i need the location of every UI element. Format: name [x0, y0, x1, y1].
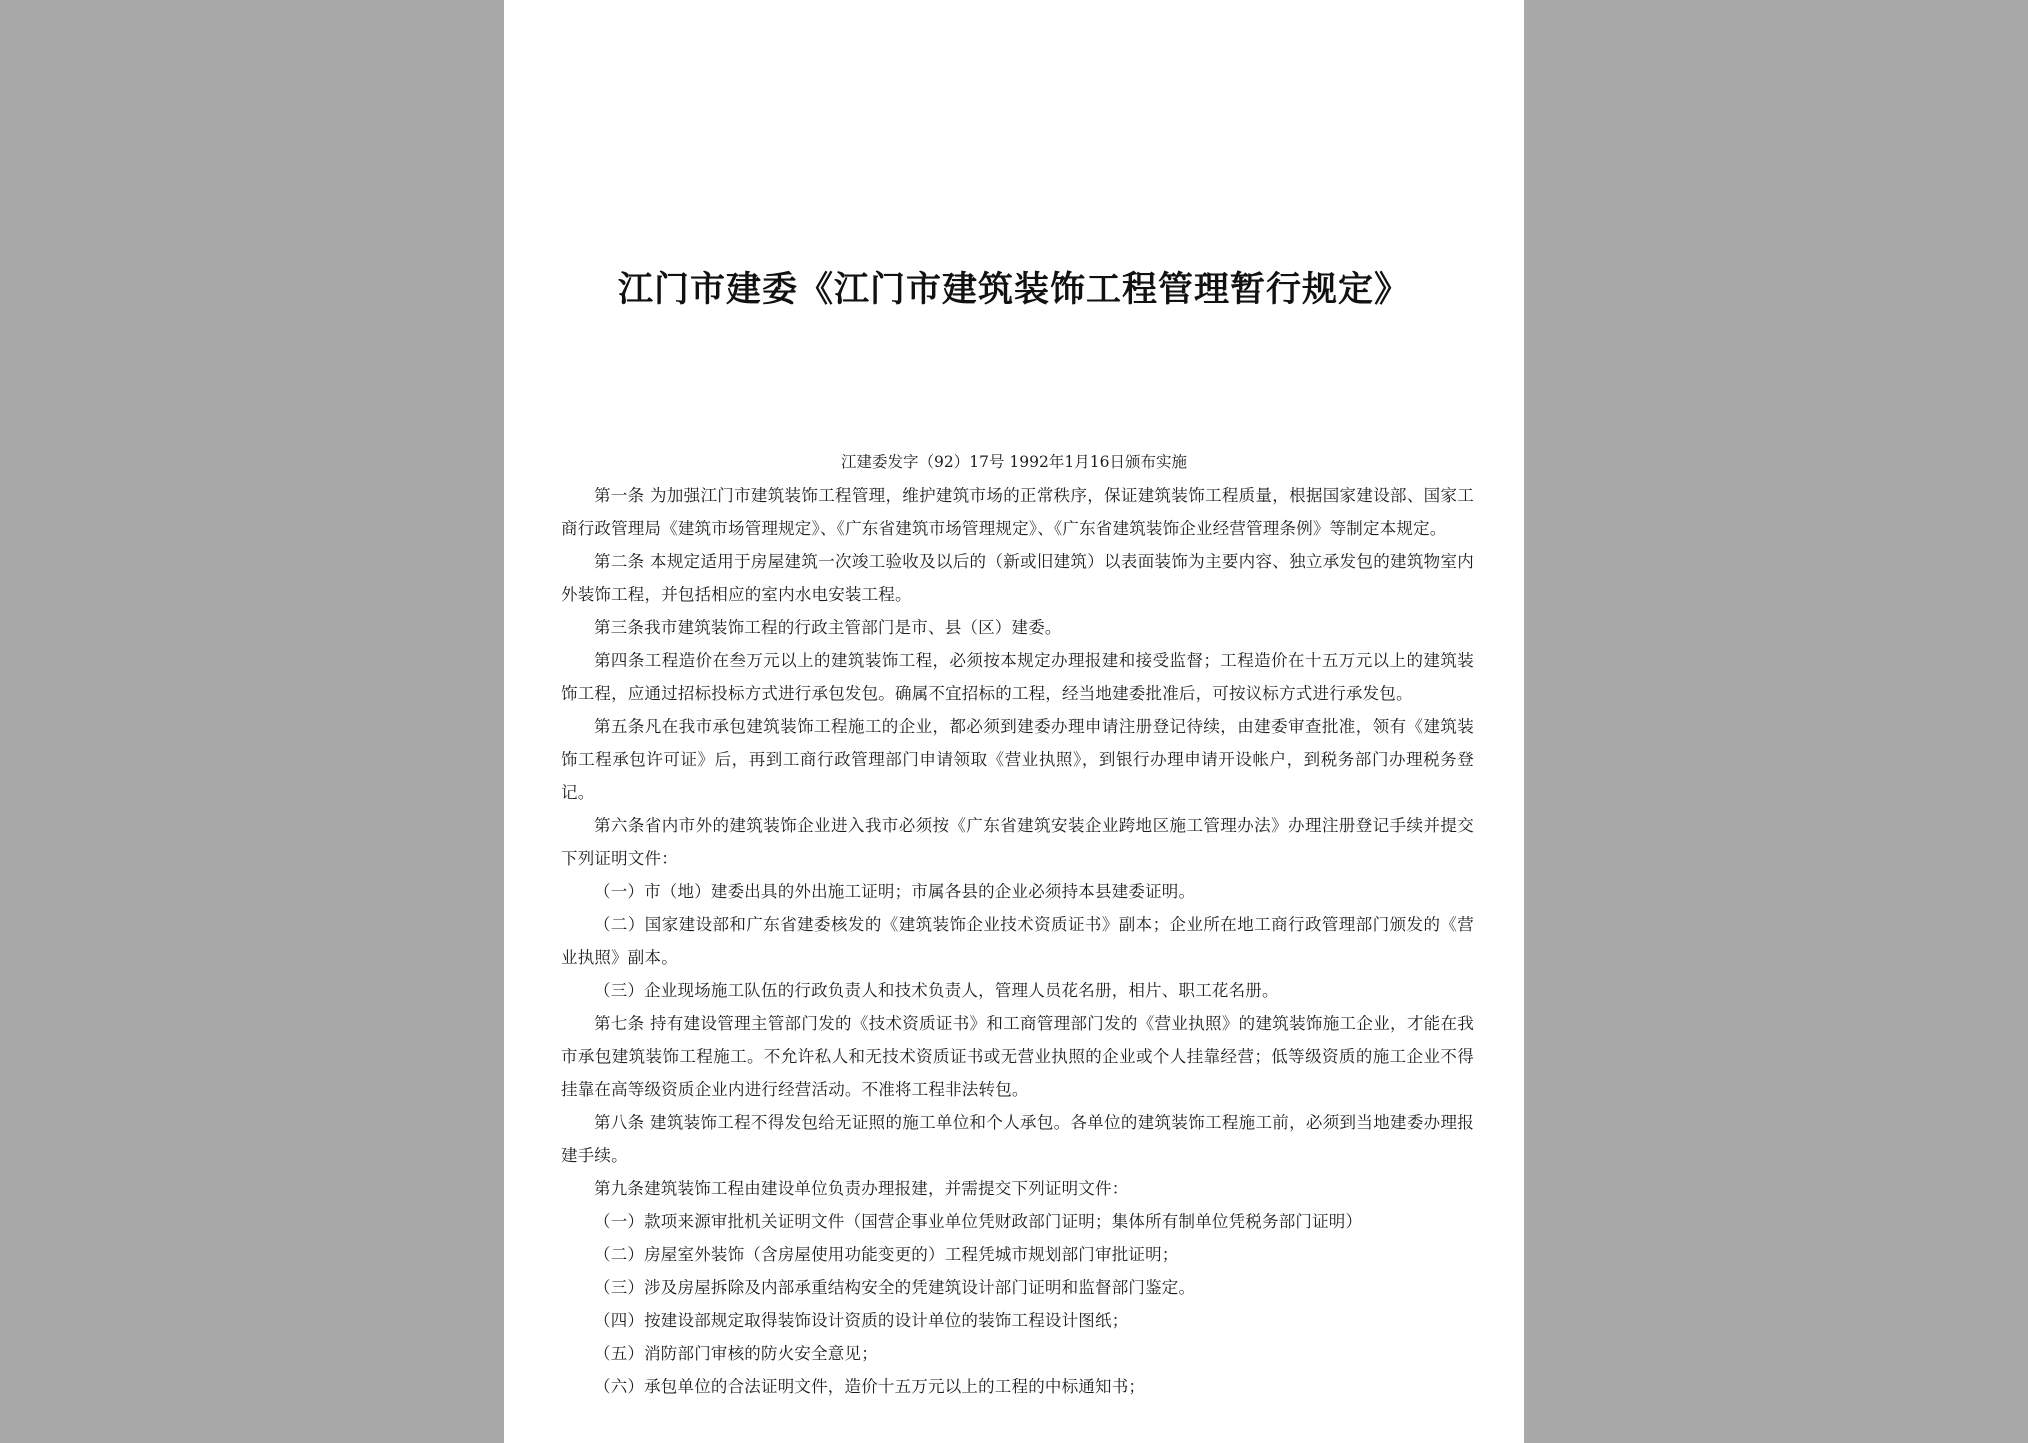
article-6-item-1: （一）市（地）建委出具的外出施工证明；市属各县的企业必须持本县建委证明。	[594, 882, 1196, 901]
article-1: 第一条 为加强江门市建筑装饰工程管理，维护建筑市场的正常秩序，保证建筑装饰工程质量，根据国家建设部、国家工商行政管理局《建筑市场管理规定》、《广东省建筑市场管理规定》、《广东省建筑装饰企业经营管理条例》等制定本规定。	[561, 486, 1474, 538]
document-page	[504, 0, 1524, 1443]
article-9-item-4: （四）按建设部规定取得装饰设计资质的设计单位的装饰工程设计图纸；	[594, 1311, 1129, 1330]
article-6-item-2: （二）国家建设部和广东省建委核发的《建筑装饰企业技术资质证书》副本；企业所在地工商行政管理部门颁发的《营业执照》副本。	[561, 915, 1474, 967]
article-6-item-3: （三）企业现场施工队伍的行政负责人和技术负责人，管理人员花名册，相片、职工花名册。	[594, 981, 1279, 1000]
article-9: 第九条建筑装饰工程由建设单位负责办理报建，并需提交下列证明文件：	[594, 1179, 1129, 1198]
article-9-item-5: （五）消防部门审核的防火安全意见；	[594, 1344, 878, 1363]
article-7: 第七条 持有建设管理主管部门发的《技术资质证书》和工商管理部门发的《营业执照》的建筑装饰施工企业，才能在我市承包建筑装饰工程施工。不允许私人和无技术资质证书或无营业执照的企业或个人挂靠经营；低等级资质的施工企业不得挂靠在高等级资质企业内进行经营活动。不准将工程非法转包。	[561, 1014, 1474, 1099]
article-3: 第三条我市建筑装饰工程的行政主管部门是市、县（区）建委。	[594, 618, 1062, 637]
article-2: 第二条 本规定适用于房屋建筑一次竣工验收及以后的（新或旧建筑）以表面装饰为主要内容、独立承发包的建筑物室内外装饰工程，并包括相应的室内水电安装工程。	[561, 552, 1474, 604]
article-9-item-2: （二）房屋室外装饰（含房屋使用功能变更的）工程凭城市规划部门审批证明；	[594, 1245, 1179, 1264]
document-reference: 江建委发字（92）17号 1992年1月16日颁布实施	[841, 453, 1187, 471]
document-body	[561, 479, 1474, 1403]
article-5: 第五条凡在我市承包建筑装饰工程施工的企业，都必须到建委办理申请注册登记待续，由建委审查批准，领有《建筑装饰工程承包许可证》后，再到工商行政管理部门申请领取《营业执照》，到银行办理申请开设帐户，到税务部门办理税务登记。	[561, 717, 1474, 802]
article-9-item-1: （一）款项来源审批机关证明文件（国营企事业单位凭财政部门证明；集体所有制单位凭税务部门证明）	[594, 1212, 1363, 1231]
article-8: 第八条 建筑装饰工程不得发包给无证照的施工单位和个人承包。各单位的建筑装饰工程施工前，必须到当地建委办理报建手续。	[561, 1113, 1474, 1165]
article-6: 第六条省内市外的建筑装饰企业进入我市必须按《广东省建筑安装企业跨地区施工管理办法》办理注册登记手续并提交下列证明文件：	[561, 816, 1474, 868]
document-title: 江门市建委《江门市建筑装饰工程管理暂行规定》	[617, 269, 1410, 310]
article-9-item-6: （六）承包单位的合法证明文件，造价十五万元以上的工程的中标通知书；	[594, 1377, 1146, 1396]
article-4: 第四条工程造价在叁万元以上的建筑装饰工程，必须按本规定办理报建和接受监督；工程造价在十五万元以上的建筑装饰工程，应通过招标投标方式进行承包发包。确属不宜招标的工程，经当地建委批准后，可按议标方式进行承发包。	[561, 651, 1474, 703]
article-9-item-3: （三）涉及房屋拆除及内部承重结构安全的凭建筑设计部门证明和监督部门鉴定。	[594, 1278, 1196, 1297]
